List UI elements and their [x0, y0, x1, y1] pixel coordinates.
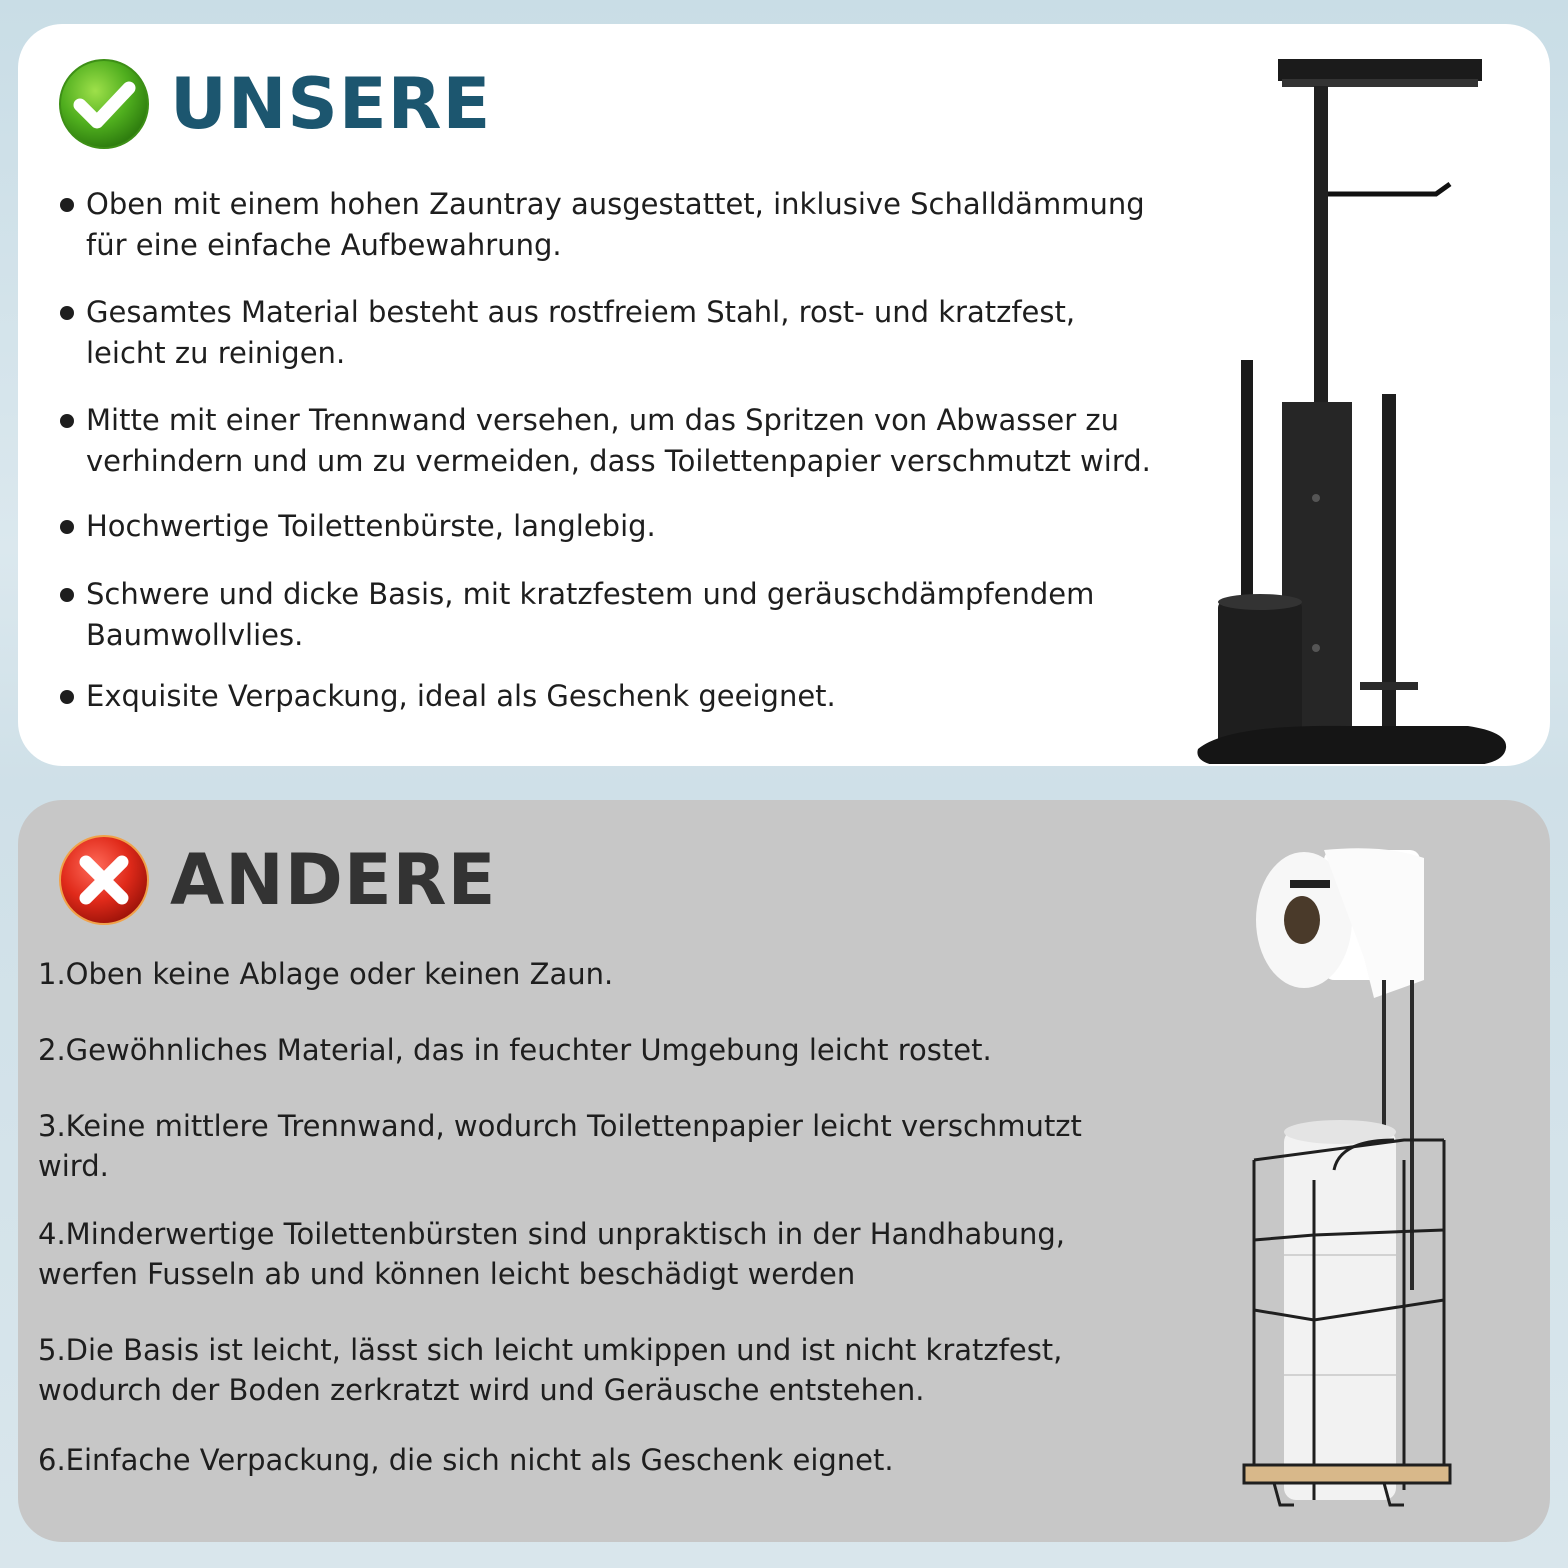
our-toilet-stand-image: [1188, 44, 1518, 764]
list-item: 2.Gewöhnliches Material, das in feuchter Umgebung leicht rostet.: [38, 1033, 992, 1067]
list-item: Mitte mit einer Trennwand versehen, um das Spritzen von Abwasser zu verhindern und um zu vermeiden, dass Toilettenpapier verschmutzt wird.: [58, 400, 1206, 482]
list-item: Schwere und dicke Basis, mit kratzfestem und geräuschdämpfendem Baumwollvlies.: [58, 574, 1146, 656]
list-item: 6.Einfache Verpackung, die sich nicht als Geschenk eignet.: [38, 1443, 894, 1477]
list-item: 4.Minderwertige Toilettenbürsten sind unpraktisch in der Handhabung, werfen Fusseln ab und können leicht beschädigt werden: [38, 1217, 1066, 1291]
list-item: 5.Die Basis ist leicht, lässt sich leicht umkippen und ist nicht kratzfest, wodurch der Boden zerkratzt wird und Geräusche entstehen.: [38, 1333, 1063, 1407]
red-cross-icon: [58, 834, 150, 926]
ours-heading: [58, 58, 491, 150]
list-item: Exquisite Verpackung, ideal als Geschenk geeignet.: [58, 676, 1186, 717]
ours-panel: [18, 24, 1550, 766]
green-checkmark-icon: [58, 58, 150, 150]
others-title: ANDERE: [170, 839, 497, 921]
ours-title: UNSERE: [170, 63, 492, 145]
other-toilet-stand-image: [1214, 840, 1474, 1530]
others-heading: [58, 834, 496, 926]
list-item: Gesamtes Material besteht aus rostfreiem Stahl, rost- und kratzfest, leicht zu reinigen.: [58, 292, 1126, 374]
list-item: 3.Keine mittlere Trennwand, wodurch Toilettenpapier leicht verschmutzt wird.: [38, 1109, 1082, 1183]
list-item: Hochwertige Toilettenbürste, langlebig.: [58, 506, 1186, 547]
list-item: 1.Oben keine Ablage oder keinen Zaun.: [38, 957, 614, 991]
list-item: Oben mit einem hohen Zauntray ausgestattet, inklusive Schalldämmung für eine einfache Aufbewahrung.: [58, 184, 1186, 266]
